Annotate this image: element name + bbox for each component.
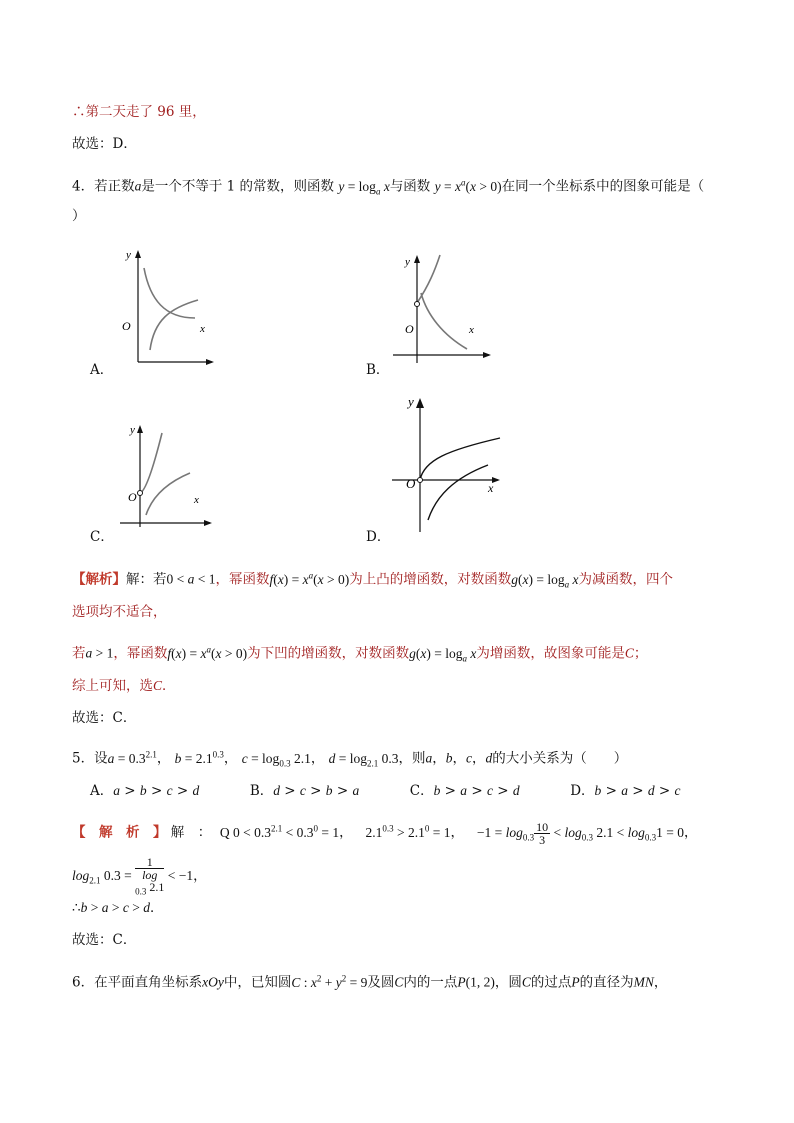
graph-b-origin-label: O [405, 322, 414, 336]
graph-option-b [385, 245, 495, 370]
q5-stem: 5．设$a = 0.3^{2.1}$， $b = 2.1^{0.3}$， $c = \log_{0.3} 2.1$， $d = \log_{2.1} 0.3$，则a，b，c，d的大小关系为（ ） [72, 749, 628, 769]
graph-option-a [110, 240, 230, 375]
graph-option-c [110, 415, 220, 530]
graph-d-origin-label: O [406, 476, 416, 491]
q5-answer: 故选：C． [72, 932, 137, 948]
prev-conclusion: ∴第二天走了 96 里， [72, 104, 206, 120]
q5-choices [90, 781, 681, 801]
choice-c: C．b > a > c > d [409, 783, 520, 799]
graph-option-d [388, 390, 508, 535]
graph-d-y-label: y [408, 394, 414, 409]
q5-analysis-line2: $\log_{2.1} 0.3$ = 1 log $_{0.3}$ 2.1 < −1， [72, 855, 207, 897]
graph-b-x-label: x [469, 324, 474, 336]
q4-answer: 故选：C． [72, 710, 137, 726]
graph-c-origin-label: O [128, 490, 137, 504]
q4-stem: 4．若正数a是一个不等于 1 的常数，则函数 $y = \log_a x$与函数 $y = x^a(x > 0)$在同一个坐标系中的图象可能是（ [72, 177, 705, 197]
graph-c-x-label: x [194, 494, 199, 506]
option-d-label: D． [366, 529, 391, 545]
choice-b: B．d > c > b > a [249, 783, 360, 799]
graph-b-y-label: y [405, 256, 410, 268]
option-c-label: C． [90, 529, 114, 545]
graph-a-x-label: x [200, 323, 205, 335]
q6-stem: 6．在平面直角坐标系xOy中，已知圆C : $x^2 + y^2 = 9$及圆C内的一点P(1, 2)，圆C的过点P的直径为MN， [72, 973, 668, 991]
q4-stem-close: ） [72, 208, 86, 224]
q4-analysis-line2: 选项均不适合， [72, 604, 167, 620]
q4-analysis-line4: 综上可知，选C． [72, 678, 176, 694]
graph-a-origin-label: O [122, 319, 131, 333]
prev-answer: 故选：D． [72, 136, 137, 152]
graph-d-x-label: x [488, 481, 494, 495]
q4-analysis-line1: 【解析】解：若0 < a < 1，幂函数$f(x) = x^a(x > 0)$为上凸的增函数，对数函数$g(x) = \log_a x$为减函数，四个 [72, 570, 673, 590]
choice-d: D．b > a > d > c [570, 783, 681, 799]
option-a-label: A． [90, 362, 114, 378]
q4-analysis-line3: 若a > 1，幂函数$f(x) = x^a(x > 0)$为下凹的增函数，对数函数$g(x) = \log_a x$为增函数，故图象可能是C； [72, 644, 648, 664]
choice-a: A．a > b > c > d [90, 783, 200, 799]
q5-analysis-line1: 【 解 析 】 解 ： Q $0 < 0.3^{2.1} < 0.3^0 = 1$， $2.1^{0.3} > 2.1^0 = 1$， $-1 = \log_{0.3}$ $\frac{10}{3}$ < $\log_{0.3} 2.1 < \log_{0.3}1 = 0$， [72, 819, 698, 847]
option-b-label: B． [366, 362, 390, 378]
graph-c-y-label: y [130, 424, 135, 436]
q5-conclusion: ∴b > a > c > d． [72, 900, 164, 916]
graph-a-y-label: y [126, 249, 131, 261]
